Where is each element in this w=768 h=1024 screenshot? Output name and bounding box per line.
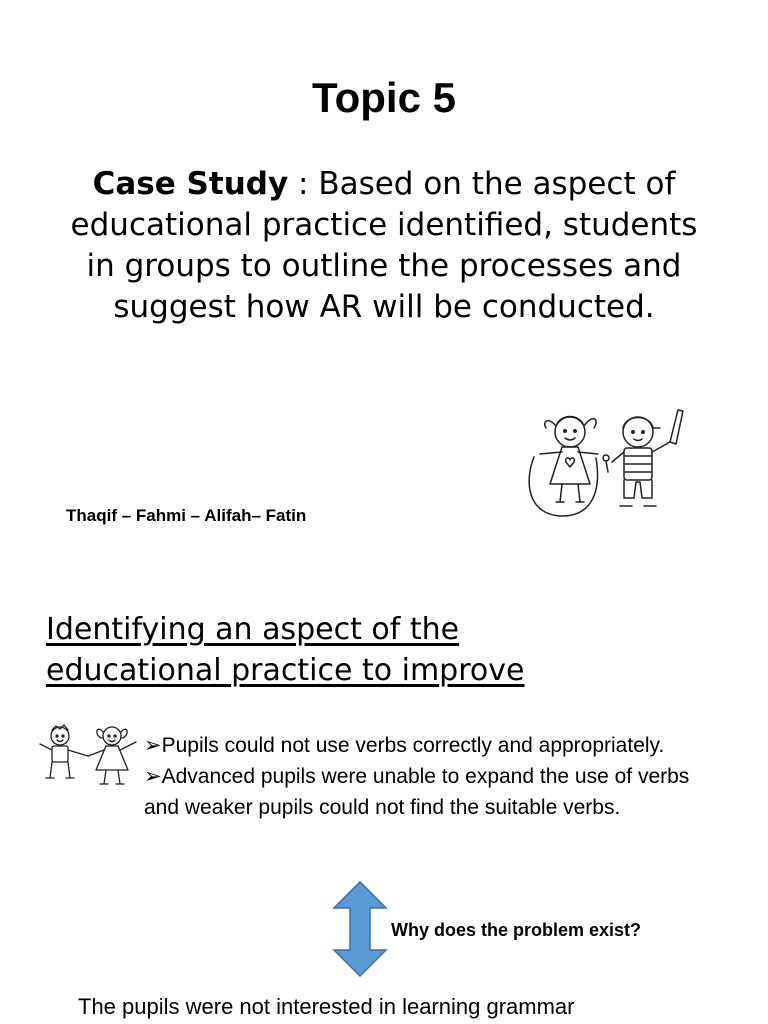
children-playing-icon <box>520 402 690 522</box>
section-heading-line-2: educational practice to improve <box>46 653 525 688</box>
authors: Thaqif – Fahmi – Alifah– Fatin <box>66 506 307 525</box>
problem-answer: The pupils were not interested in learning grammar <box>78 994 575 1019</box>
bullet-marker-icon: ➢ <box>144 765 162 788</box>
double-arrow-vertical-icon <box>332 880 388 978</box>
case-study-description: : Based on the aspect of educational practice identified, students in groups to outline the processes and suggest how AR will be conducted. <box>70 166 698 325</box>
list-item-text: Advanced pupils were unable to expand the use of verbs and weaker pupils could not find the suitable verbs. <box>144 765 690 819</box>
problem-list <box>144 730 724 823</box>
case-study-label: Case Study <box>92 166 289 202</box>
slide-title: Topic 5 <box>312 74 456 121</box>
problem-question: Why does the problem exist? <box>391 920 642 940</box>
case-study-text <box>60 164 708 328</box>
section-heading <box>46 609 686 691</box>
list-item <box>144 761 724 823</box>
list-item-text: Pupils could not use verbs correctly and appropriately. <box>161 734 665 757</box>
children-holding-hands-icon <box>36 720 144 790</box>
list-item <box>144 730 724 761</box>
bullet-marker-icon: ➢ <box>144 734 162 757</box>
section-heading-line-1: Identifying an aspect of the <box>46 612 460 647</box>
